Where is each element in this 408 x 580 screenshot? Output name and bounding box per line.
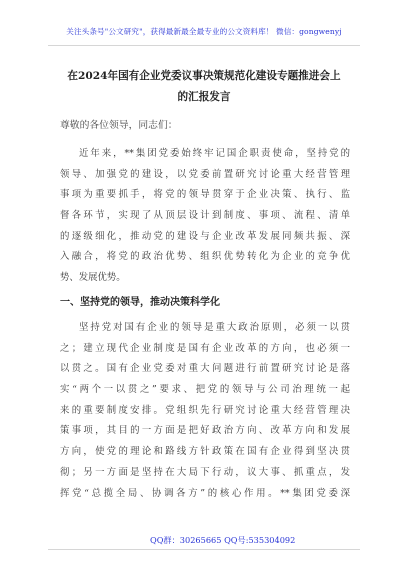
paragraph-line: 的逐级细化，推动党的建设与企业改革发展同频共振、深 — [60, 230, 350, 242]
title-line-1: 在2024年国有企业党委议事决策规范化建设专题推进会上 — [67, 70, 341, 82]
paragraph-line: 彻；另一方面是坚持在大局下行动，议大事、抓重点，发 — [60, 466, 350, 478]
paragraph-line: 方向，使党的理论和路线方针政策在国有企业得到坚决贯 — [60, 446, 350, 458]
paragraph-line: 近年来，**集团党委始终牢记国企职责使命，坚持党的 — [79, 148, 350, 159]
title-line-2: 的汇报发言 — [177, 91, 231, 103]
paragraph-line: 挥党“总揽全局、协调各方”的核心作用。**集团党委深 — [60, 487, 350, 499]
salutation: 尊敬的各位领导，同志们： — [60, 120, 178, 131]
section-heading: 一、坚持党的领导，推动决策科学化 — [60, 297, 220, 308]
paragraph-2 — [60, 318, 350, 504]
paragraph-line: 以贯之。国有企业党委对重大问题进行前置研究讨论是落 — [60, 363, 350, 375]
paragraph-line: 势、发展优势。 — [60, 272, 126, 284]
paragraph-line: 事项为重要抓手，将党的领导贯穿于企业决策、执行、监 — [60, 189, 350, 201]
paragraph-line: 领导、加强党的建设，以党委前置研究讨论重大经营管理 — [60, 168, 350, 180]
paragraph-line: 入融合，将党的政治优势、组织优势转化为企业的竞争优 — [60, 251, 350, 263]
footer-divider — [48, 549, 360, 550]
paragraph-line: 策事项，其目的一方面是把好政治方向、改革方向和发展 — [60, 425, 350, 437]
header-promo-note: 关注头条号"公文研究"，获得最新最全最专业的公文资料库！ 微信：gongwenyj — [66, 27, 342, 36]
paragraph-line: 实“两个一以贯之”要求、把党的领导与公司治理统一起 — [60, 384, 350, 396]
paragraph-1 — [60, 144, 350, 289]
document-title — [54, 66, 354, 108]
footer-contact: QQ群：30265665 QQ号:535304092 — [150, 535, 296, 545]
paragraph-line: 之；建立现代企业制度是国有企业改革的方向，也必须一 — [60, 342, 350, 354]
paragraph-line: 来的重要制度安排。党组织先行研究讨论重大经营管理决 — [60, 404, 350, 416]
header-divider — [48, 45, 360, 46]
paragraph-line: 坚持党对国有企业的领导是重大政治原则，必须一以贯 — [79, 322, 350, 333]
paragraph-line: 督各环节，实现了从顶层设计到制度、事项、流程、清单 — [60, 210, 350, 222]
